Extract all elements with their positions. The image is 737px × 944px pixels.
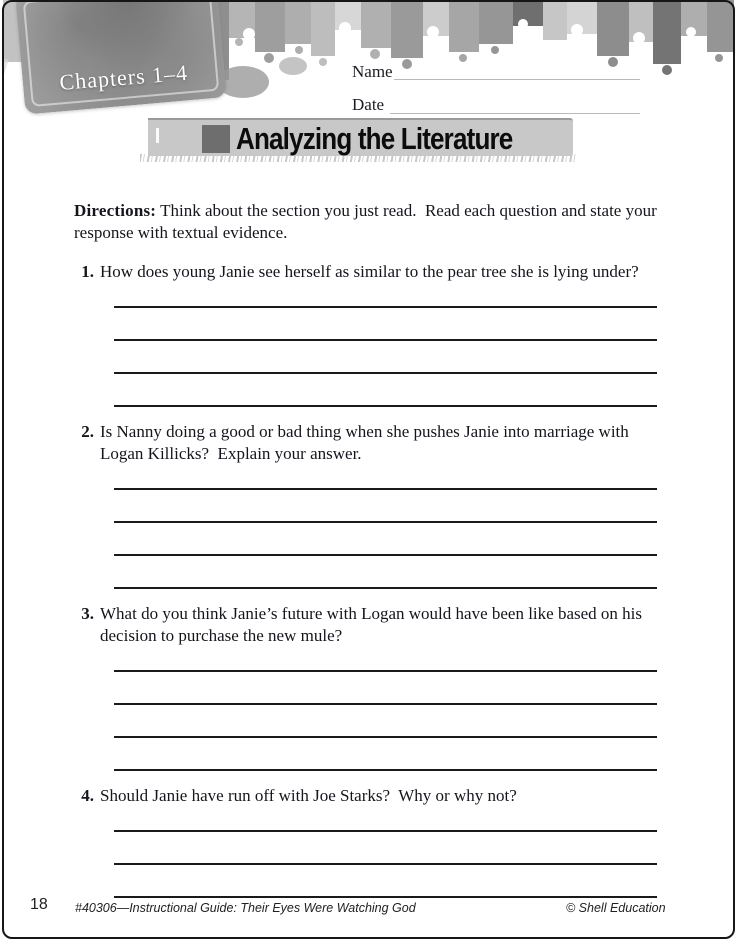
- question-head: [74, 785, 659, 807]
- question-item: [74, 785, 659, 898]
- question-item: [74, 421, 659, 589]
- name-blank-line: [394, 63, 640, 80]
- date-label: Date: [352, 95, 385, 114]
- answer-line: [114, 705, 657, 738]
- footer-publisher: © Shell Education: [566, 901, 666, 915]
- answer-line: [114, 341, 657, 374]
- answer-lines: [114, 275, 657, 407]
- title-marker-icon: [202, 125, 230, 153]
- answer-line: [114, 523, 657, 556]
- question-item: [74, 261, 659, 407]
- question-number: 3.: [81, 604, 94, 623]
- question-head: [74, 603, 659, 647]
- chapter-tag-label: Chapters 1–4: [58, 59, 189, 95]
- question-text: How does young Janie see herself as similar to the pear tree she is lying under?: [100, 262, 639, 281]
- date-blank-line: [390, 97, 640, 114]
- worksheet-content: [74, 183, 659, 898]
- name-label: Name: [352, 62, 393, 81]
- answer-lines: [114, 457, 657, 589]
- page-title: Analyzing the Literature: [236, 121, 513, 156]
- question-text: Should Janie have run off with Joe Starks? Why or why not?: [100, 786, 517, 805]
- answer-line: [114, 556, 657, 589]
- directions: [74, 200, 659, 244]
- footer-book-info: #40306—Instructional Guide: Their Eyes Were Watching God: [75, 901, 416, 915]
- title-bar: [148, 118, 573, 156]
- answer-line: [114, 832, 657, 865]
- question-number: 1.: [81, 262, 94, 281]
- chapter-tag: [15, 0, 227, 115]
- answer-lines: [114, 639, 657, 771]
- answer-line: [114, 738, 657, 771]
- question-text: Is Nanny doing a good or bad thing when she pushes Janie into marriage with Logan Killicks? Explain your answer.: [100, 422, 634, 463]
- answer-lines: [114, 799, 657, 898]
- question-number: 4.: [81, 786, 94, 805]
- questions-list: [74, 261, 659, 898]
- page-number: 18: [30, 896, 48, 913]
- answer-line: [114, 308, 657, 341]
- directions-label: Directions:: [74, 201, 157, 220]
- answer-line: [114, 865, 657, 898]
- directions-text: Think about the section you just read. Read each question and state your response with textual evidence.: [74, 201, 661, 242]
- title-bar-tick: [156, 128, 159, 143]
- question-item: [74, 603, 659, 771]
- answer-line: [114, 490, 657, 523]
- answer-line: [114, 672, 657, 705]
- question-number: 2.: [81, 422, 94, 441]
- question-head: [74, 261, 659, 283]
- question-head: [74, 421, 659, 465]
- answer-line: [114, 374, 657, 407]
- question-text: What do you think Janie’s future with Logan would have been like based on his decision to purchase the new mule?: [100, 604, 647, 645]
